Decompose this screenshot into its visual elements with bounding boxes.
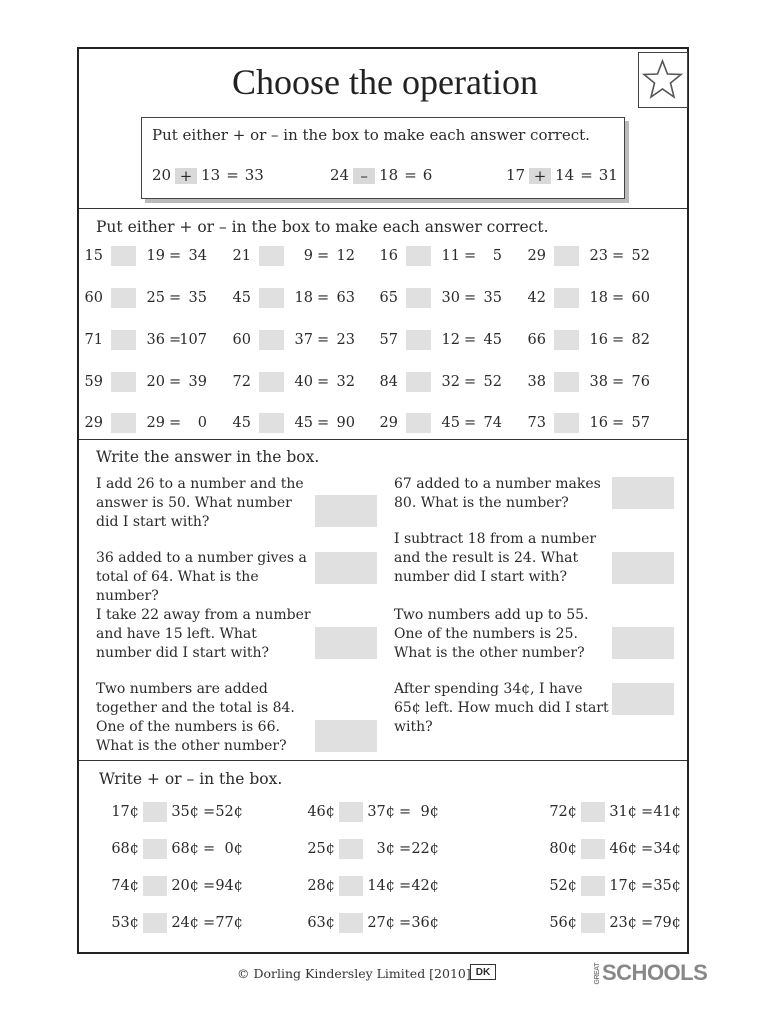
worksheet [77,47,689,954]
operator-answer-box[interactable] [554,288,579,308]
result: 77¢ [215,915,243,931]
operand-a: 53¢ [111,915,139,931]
operand-a: 21 [232,248,251,264]
operand-b: 36 [146,332,165,348]
result: 5 [492,248,502,264]
operand-a: 72 [232,374,251,390]
divider [79,760,687,761]
operand-a: 80¢ [549,841,577,857]
operand-a: 25¢ [307,841,335,857]
operator-answer-box[interactable] [406,288,431,308]
dk-logo: DK [470,964,496,980]
operand-b: 68¢ [171,841,199,857]
result: 41¢ [653,804,681,820]
equals-sign: = [464,415,477,431]
word-problem: Two numbers add up to 55. One of the numbers is 25. What is the other number? [394,607,589,661]
operator-answer-box[interactable] [143,876,167,896]
answer-box[interactable] [315,552,377,584]
operator-answer-box[interactable] [406,246,431,266]
equals-sign: = [464,290,477,306]
operand-b: 38 [589,374,608,390]
operand-a: 29 [527,248,546,264]
operand-b: 24¢ [171,915,199,931]
equals-sign: = [399,841,412,857]
answer-box[interactable] [612,627,674,659]
equals-sign: = [169,332,182,348]
result: 52 [631,248,650,264]
equals-sign: = [612,415,625,431]
word-problem: I take 22 away from a number and have 15 left. What number did I start with? [96,607,311,661]
operand-b: 18 [589,290,608,306]
greatschools-logo [594,960,707,986]
result: 63 [336,290,355,306]
operand-b: 13 [201,166,221,184]
operator-answer-box[interactable] [259,372,284,392]
answer-box[interactable] [612,683,674,715]
operator-answer-box[interactable] [111,288,136,308]
result: 45 [483,332,502,348]
divider [79,208,687,209]
operand-a: 17¢ [111,804,139,820]
operator-answer-box[interactable] [581,839,605,859]
result: 39 [188,374,207,390]
equals-sign: = [203,804,216,820]
operand-a: 29 [379,415,398,431]
copyright-text: © Dorling Kindersley Limited [2010] [237,966,471,981]
operand-b: 29 [146,415,165,431]
operand-b: 19 [146,248,165,264]
divider [79,439,687,440]
operand-b: 40 [294,374,313,390]
section2-instruction: Write the answer in the box. [96,448,320,466]
operand-b: 18 [379,166,399,184]
result: 0¢ [224,841,243,857]
result: 6 [422,166,433,184]
equals-sign: = [641,878,654,894]
result: 12 [336,248,355,264]
operand-b: 46¢ [609,841,637,857]
result: 35 [483,290,502,306]
word-problem: Two numbers are added together and the total is 84. One of the numbers is 66. What is the other number? [96,681,295,754]
equals-sign: = [404,166,417,184]
operand-b: 32 [441,374,460,390]
result: 0 [197,415,207,431]
equals-sign: = [169,415,182,431]
operand-a: 17 [506,166,526,184]
equals-sign: = [317,248,330,264]
equals-sign: = [612,248,625,264]
result: 82 [631,332,650,348]
result: 52 [483,374,502,390]
operator-box: – [353,168,375,184]
answer-box[interactable] [612,552,674,584]
equals-sign: = [580,166,593,184]
operand-a: 72¢ [549,804,577,820]
result: 90 [336,415,355,431]
operand-a: 57 [379,332,398,348]
operator-answer-box[interactable] [406,413,431,433]
equals-sign: = [169,374,182,390]
example-problem [506,166,618,184]
example-instruction: Put either + or – in the box to make each answer correct. [152,126,590,144]
operator-answer-box[interactable] [111,413,136,433]
result: 31 [598,166,618,184]
result: 35¢ [653,878,681,894]
operand-a: 68¢ [111,841,139,857]
equals-sign: = [317,290,330,306]
operand-a: 16 [379,248,398,264]
operand-b: 37¢ [367,804,395,820]
operator-answer-box[interactable] [143,913,167,933]
equals-sign: = [169,248,182,264]
result: 76 [631,374,650,390]
operand-b: 16 [589,332,608,348]
operand-b: 35¢ [171,804,199,820]
brand-name: SCHOOLS [602,960,708,985]
operator-answer-box[interactable] [111,330,136,350]
operand-a: 28¢ [307,878,335,894]
operand-b: 18 [294,290,313,306]
equals-sign: = [612,374,625,390]
equals-sign: = [641,804,654,820]
brand-small: GREAT [594,963,601,985]
result: 36¢ [411,915,439,931]
example-problem [152,166,264,184]
answer-box[interactable] [315,627,377,659]
operator-answer-box[interactable] [339,802,363,822]
operand-b: 31¢ [609,804,637,820]
operand-b: 25 [146,290,165,306]
equals-sign: = [226,166,239,184]
operator-answer-box[interactable] [143,839,167,859]
equals-sign: = [641,915,654,931]
equals-sign: = [641,841,654,857]
operand-b: 20¢ [171,878,199,894]
answer-box[interactable] [315,495,377,527]
operand-b: 16 [589,415,608,431]
answer-box[interactable] [612,477,674,509]
result: 107 [179,332,207,348]
result: 9¢ [420,804,439,820]
operand-a: 74¢ [111,878,139,894]
operator-answer-box[interactable] [581,913,605,933]
result: 34¢ [653,841,681,857]
operator-answer-box[interactable] [581,802,605,822]
equals-sign: = [464,374,477,390]
operator-answer-box[interactable] [406,372,431,392]
word-problem: 67 added to a number makes 80. What is the number? [394,476,601,511]
operand-a: 52¢ [549,878,577,894]
operator-answer-box[interactable] [111,372,136,392]
operand-b: 20 [146,374,165,390]
result: 42¢ [411,878,439,894]
operator-answer-box[interactable] [259,330,284,350]
result: 34 [188,248,207,264]
operator-answer-box[interactable] [339,913,363,933]
operator-answer-box[interactable] [339,839,363,859]
operator-box: + [175,168,197,184]
answer-box[interactable] [315,720,377,752]
operator-answer-box[interactable] [554,246,579,266]
result: 79¢ [653,915,681,931]
operand-b: 45 [294,415,313,431]
operand-b: 12 [441,332,460,348]
operand-a: 59 [84,374,103,390]
section1-instruction: Put either + or – in the box to make each answer correct. [96,218,549,236]
operator-answer-box[interactable] [339,876,363,896]
result: 52¢ [215,804,243,820]
operand-b: 30 [441,290,460,306]
equals-sign: = [612,332,625,348]
result: 33 [244,166,264,184]
operator-answer-box[interactable] [554,413,579,433]
operand-a: 24 [330,166,350,184]
operand-b: 27¢ [367,915,395,931]
operand-b: 11 [441,248,460,264]
equals-sign: = [464,248,477,264]
operand-a: 60 [232,332,251,348]
operand-a: 20 [152,166,172,184]
operator-answer-box[interactable] [259,413,284,433]
operand-b: 23¢ [609,915,637,931]
operand-a: 15 [84,248,103,264]
star-icon [639,53,686,106]
equals-sign: = [399,878,412,894]
result: 23 [336,332,355,348]
equals-sign: = [317,332,330,348]
operator-box: + [529,168,551,184]
operand-a: 29 [84,415,103,431]
equals-sign: = [464,332,477,348]
operator-answer-box[interactable] [406,330,431,350]
star-icon-box [638,52,688,108]
operator-answer-box[interactable] [259,246,284,266]
operand-a: 66 [527,332,546,348]
page-title: Choose the operation [232,62,538,102]
result: 35 [188,290,207,306]
result: 60 [631,290,650,306]
operand-a: 65 [379,290,398,306]
result: 74 [483,415,502,431]
operand-b: 45 [441,415,460,431]
result: 94¢ [215,878,243,894]
result: 22¢ [411,841,439,857]
equals-sign: = [399,915,412,931]
operator-answer-box[interactable] [259,288,284,308]
operand-a: 45 [232,290,251,306]
operator-answer-box[interactable] [554,372,579,392]
equals-sign: = [203,915,216,931]
operand-a: 71 [84,332,103,348]
word-problem: I subtract 18 from a number and the result is 24. What number did I start with? [394,531,597,585]
equals-sign: = [317,415,330,431]
operand-a: 46¢ [307,804,335,820]
equals-sign: = [612,290,625,306]
result: 32 [336,374,355,390]
operand-b: 9 [303,248,313,264]
equals-sign: = [317,374,330,390]
word-problem: 36 added to a number gives a total of 64. What is the number? [96,550,307,604]
operand-a: 45 [232,415,251,431]
operand-a: 60 [84,290,103,306]
operand-b: 3¢ [376,841,395,857]
operator-answer-box[interactable] [554,330,579,350]
operand-b: 23 [589,248,608,264]
equals-sign: = [203,878,216,894]
operand-b: 17¢ [609,878,637,894]
operand-b: 14¢ [367,878,395,894]
operand-a: 63¢ [307,915,335,931]
operand-a: 56¢ [549,915,577,931]
operand-a: 73 [527,415,546,431]
operand-a: 84 [379,374,398,390]
result: 57 [631,415,650,431]
example-problem [330,166,432,184]
operand-a: 38 [527,374,546,390]
example-box [141,117,625,199]
operand-b: 37 [294,332,313,348]
operator-answer-box[interactable] [111,246,136,266]
word-problem: After spending 34¢, I have 65¢ left. How much did I start with? [394,681,609,735]
operator-answer-box[interactable] [143,802,167,822]
equals-sign: = [399,804,412,820]
operand-a: 42 [527,290,546,306]
equals-sign: = [169,290,182,306]
operand-b: 14 [555,166,575,184]
section3-instruction: Write + or – in the box. [99,770,283,788]
equals-sign: = [203,841,216,857]
operator-answer-box[interactable] [581,876,605,896]
word-problem: I add 26 to a number and the answer is 50. What number did I start with? [96,476,304,530]
